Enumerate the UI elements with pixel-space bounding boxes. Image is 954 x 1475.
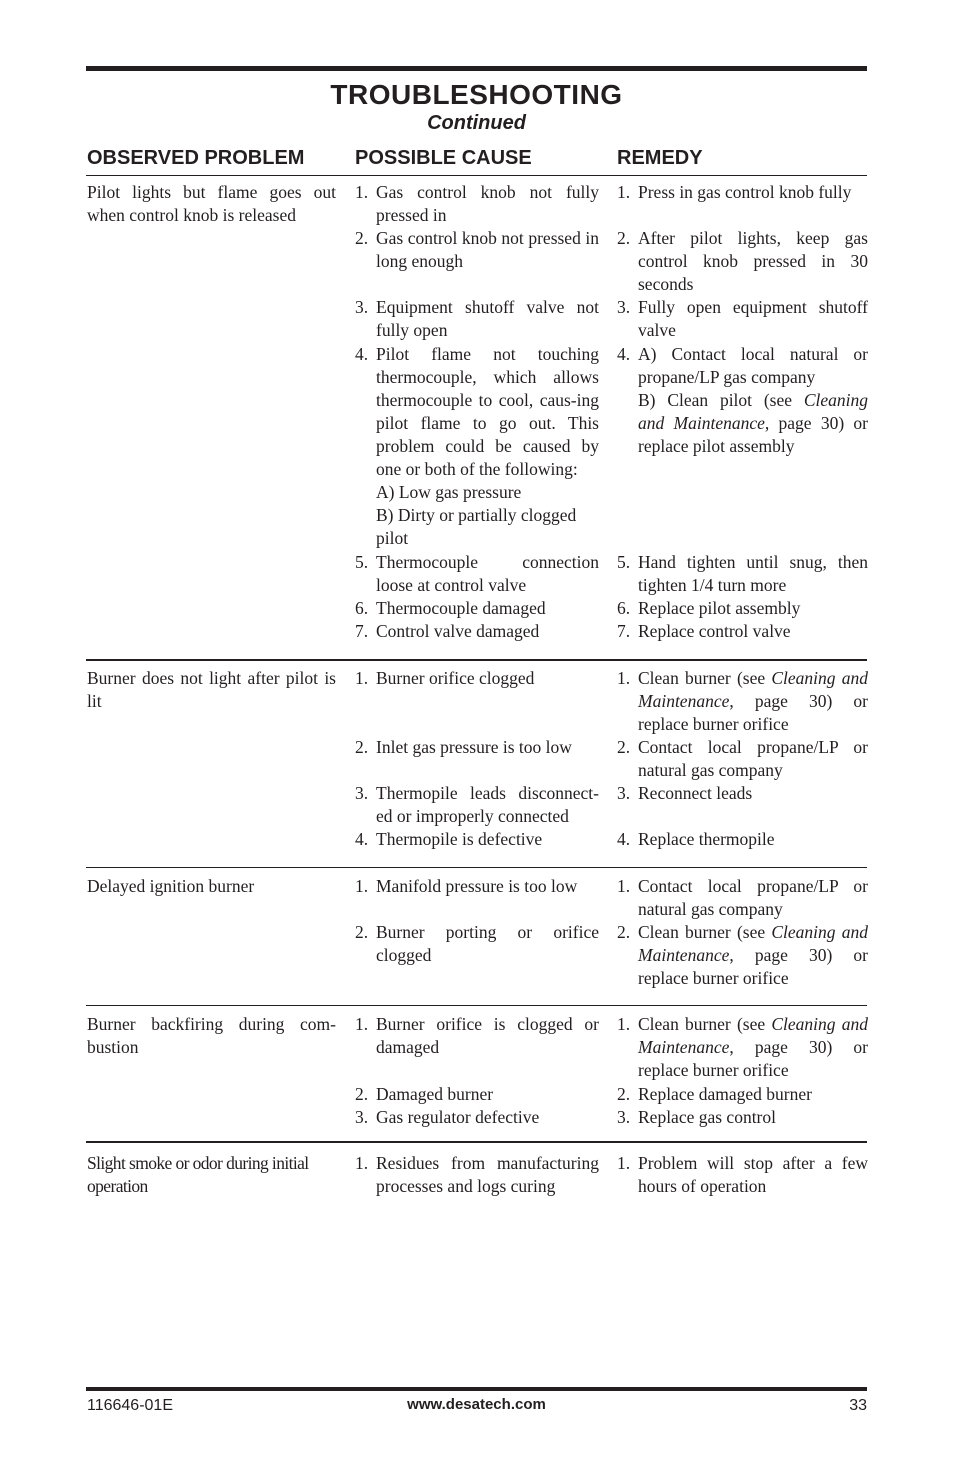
item-text: Clean burner (see Cleaning and Maintenance, page 30) or replace burner orifice [638, 668, 868, 734]
section-divider [86, 659, 867, 661]
item-number: 1. [355, 668, 369, 688]
section-divider [86, 1141, 867, 1143]
remedy-item [617, 343, 868, 458]
item-number: 1. [617, 1014, 631, 1034]
cause-item [355, 1152, 599, 1198]
cause-item [355, 1013, 599, 1059]
item-number: 3. [355, 297, 369, 317]
remedy-item [617, 620, 868, 643]
item-text: Thermocouple connection loose at control valve [376, 552, 599, 595]
column-header-cause: POSSIBLE CAUSE [355, 147, 532, 169]
item-text: Problem will stop after a few hours of operation [638, 1153, 868, 1196]
item-text: Manifold pressure is too low [376, 876, 578, 896]
item-number: 1. [355, 1153, 369, 1173]
item-text: Contact local propane/LP or natural gas company [638, 737, 868, 780]
remedy-item [617, 1083, 868, 1106]
item-number: 2. [617, 737, 631, 757]
item-text: Burner orifice is clogged or damaged [376, 1014, 599, 1057]
observed-problem: Burner backfiring during com-bustion [87, 1014, 336, 1057]
item-text: Gas regulator defective [376, 1107, 540, 1127]
item-text: Clean burner (see Cleaning and Maintenance, page 30) or replace burner orifice [638, 1014, 868, 1080]
cause-item [355, 1083, 599, 1106]
remedy-item [617, 828, 868, 851]
cause-item [355, 597, 599, 620]
item-text: Burner porting or orifice clogged [376, 922, 599, 965]
page-title: TROUBLESHOOTING [330, 79, 623, 110]
cause-item [355, 343, 599, 550]
item-text: Equipment shutoff valve not fully open [376, 297, 599, 340]
item-number: 4. [617, 829, 631, 849]
item-text: After pilot lights, keep gas control knob pressed in 30 seconds [638, 228, 868, 294]
remedy-item [617, 736, 868, 782]
header-divider [86, 175, 867, 176]
item-number: 3. [617, 1107, 631, 1127]
item-number: 4. [355, 344, 369, 364]
item-number: 7. [617, 621, 631, 641]
item-text: Gas control knob not pressed in long enough [376, 228, 599, 271]
item-number: 3. [355, 783, 369, 803]
item-number: 1. [355, 182, 369, 202]
website-link[interactable]: www.desatech.com [407, 1396, 546, 1413]
page-number: 33 [849, 1397, 867, 1414]
item-text: Fully open equipment shutoff valve [638, 297, 868, 340]
item-text: Gas control knob not fully pressed in [376, 182, 599, 225]
item-text-part-b: B) Clean pilot (see Cleaning and Maintenance, page 30) or replace pilot assembly [638, 390, 868, 456]
item-number: 5. [617, 552, 631, 572]
item-number: 6. [617, 598, 631, 618]
cause-item [355, 620, 599, 643]
item-number: 2. [355, 922, 369, 942]
item-number: 2. [355, 1084, 369, 1104]
item-text: Replace damaged burner [638, 1084, 812, 1104]
item-text: Reconnect leads [638, 783, 753, 803]
section-divider [86, 867, 867, 868]
remedy-item [617, 1152, 868, 1198]
observed-problem: Slight smoke or odor during initial operation [87, 1153, 309, 1196]
item-number: 3. [617, 783, 631, 803]
cause-item [355, 828, 599, 851]
item-number: 1. [617, 1153, 631, 1173]
remedy-item [617, 1013, 868, 1082]
remedy-item [617, 921, 868, 990]
page-subtitle: Continued [427, 112, 526, 134]
item-number: 1. [617, 668, 631, 688]
bottom-rule [86, 1387, 867, 1391]
item-number: 2. [617, 922, 631, 942]
item-text: Pilot flame not touching thermocouple, which allows thermocouple to cool, caus-ing pilot flame to go out. This problem could be caused by one or both of the following: [376, 344, 599, 479]
item-text: Thermopile is defective [376, 829, 543, 849]
item-number: 7. [355, 621, 369, 641]
document-number: 116646-01E [87, 1397, 173, 1414]
item-text: Burner orifice clogged [376, 668, 535, 688]
item-text: Replace pilot assembly [638, 598, 801, 618]
item-number: 2. [355, 737, 369, 757]
top-rule [86, 66, 867, 71]
item-text: Control valve damaged [376, 621, 540, 641]
section-divider [86, 1005, 867, 1006]
cause-item [355, 921, 599, 967]
cause-item [355, 551, 599, 597]
cause-item [355, 782, 599, 828]
item-text: Residues from manufacturing processes and logs curing [376, 1153, 599, 1196]
cause-item [355, 227, 599, 273]
column-header-remedy: REMEDY [617, 147, 703, 169]
cause-item [355, 296, 599, 342]
cause-item [355, 1106, 599, 1129]
item-text: Replace thermopile [638, 829, 775, 849]
item-text: Hand tighten until snug, then tighten 1/4 turn more [638, 552, 868, 595]
item-text: Press in gas control knob fully [638, 182, 852, 202]
item-text: Clean burner (see Cleaning and Maintenance, page 30) or replace burner orifice [638, 922, 868, 988]
item-number: 3. [355, 1107, 369, 1127]
item-text: Thermocouple damaged [376, 598, 546, 618]
item-number: 4. [617, 344, 631, 364]
item-text: Thermopile leads disconnect-ed or improperly connected [376, 783, 599, 826]
item-text: A) Contact local natural or propane/LP gas company [638, 344, 868, 387]
remedy-item [617, 551, 868, 597]
remedy-item [617, 875, 868, 921]
item-number: 1. [355, 876, 369, 896]
item-text: Replace control valve [638, 621, 791, 641]
remedy-item [617, 597, 868, 620]
item-text: Replace gas control [638, 1107, 777, 1127]
remedy-item [617, 667, 868, 736]
observed-problem: Pilot lights but flame goes out when control knob is released [87, 182, 336, 225]
item-number: 2. [617, 228, 631, 248]
item-text: Inlet gas pressure is too low [376, 737, 572, 757]
column-header-problem: OBSERVED PROBLEM [87, 147, 305, 169]
item-subpoint: B) Dirty or partially clogged pilot [376, 505, 577, 548]
item-number: 1. [617, 876, 631, 896]
cause-item [355, 181, 599, 227]
remedy-item [617, 227, 868, 296]
item-number: 4. [355, 829, 369, 849]
observed-problem: Burner does not light after pilot is lit [87, 668, 336, 711]
item-number: 5. [355, 552, 369, 572]
remedy-item [617, 296, 868, 342]
item-number: 6. [355, 598, 369, 618]
cause-item [355, 875, 599, 898]
item-text: Damaged burner [376, 1084, 494, 1104]
item-number: 3. [617, 297, 631, 317]
cause-item [355, 736, 599, 759]
item-subpoint: A) Low gas pressure [376, 482, 522, 502]
item-number: 2. [617, 1084, 631, 1104]
item-number: 1. [355, 1014, 369, 1034]
remedy-item [617, 181, 868, 204]
remedy-item [617, 1106, 868, 1129]
item-number: 1. [617, 182, 631, 202]
remedy-item [617, 782, 868, 805]
item-text: Contact local propane/LP or natural gas company [638, 876, 868, 919]
observed-problem: Delayed ignition burner [87, 876, 255, 896]
cause-item [355, 667, 599, 690]
item-number: 2. [355, 228, 369, 248]
